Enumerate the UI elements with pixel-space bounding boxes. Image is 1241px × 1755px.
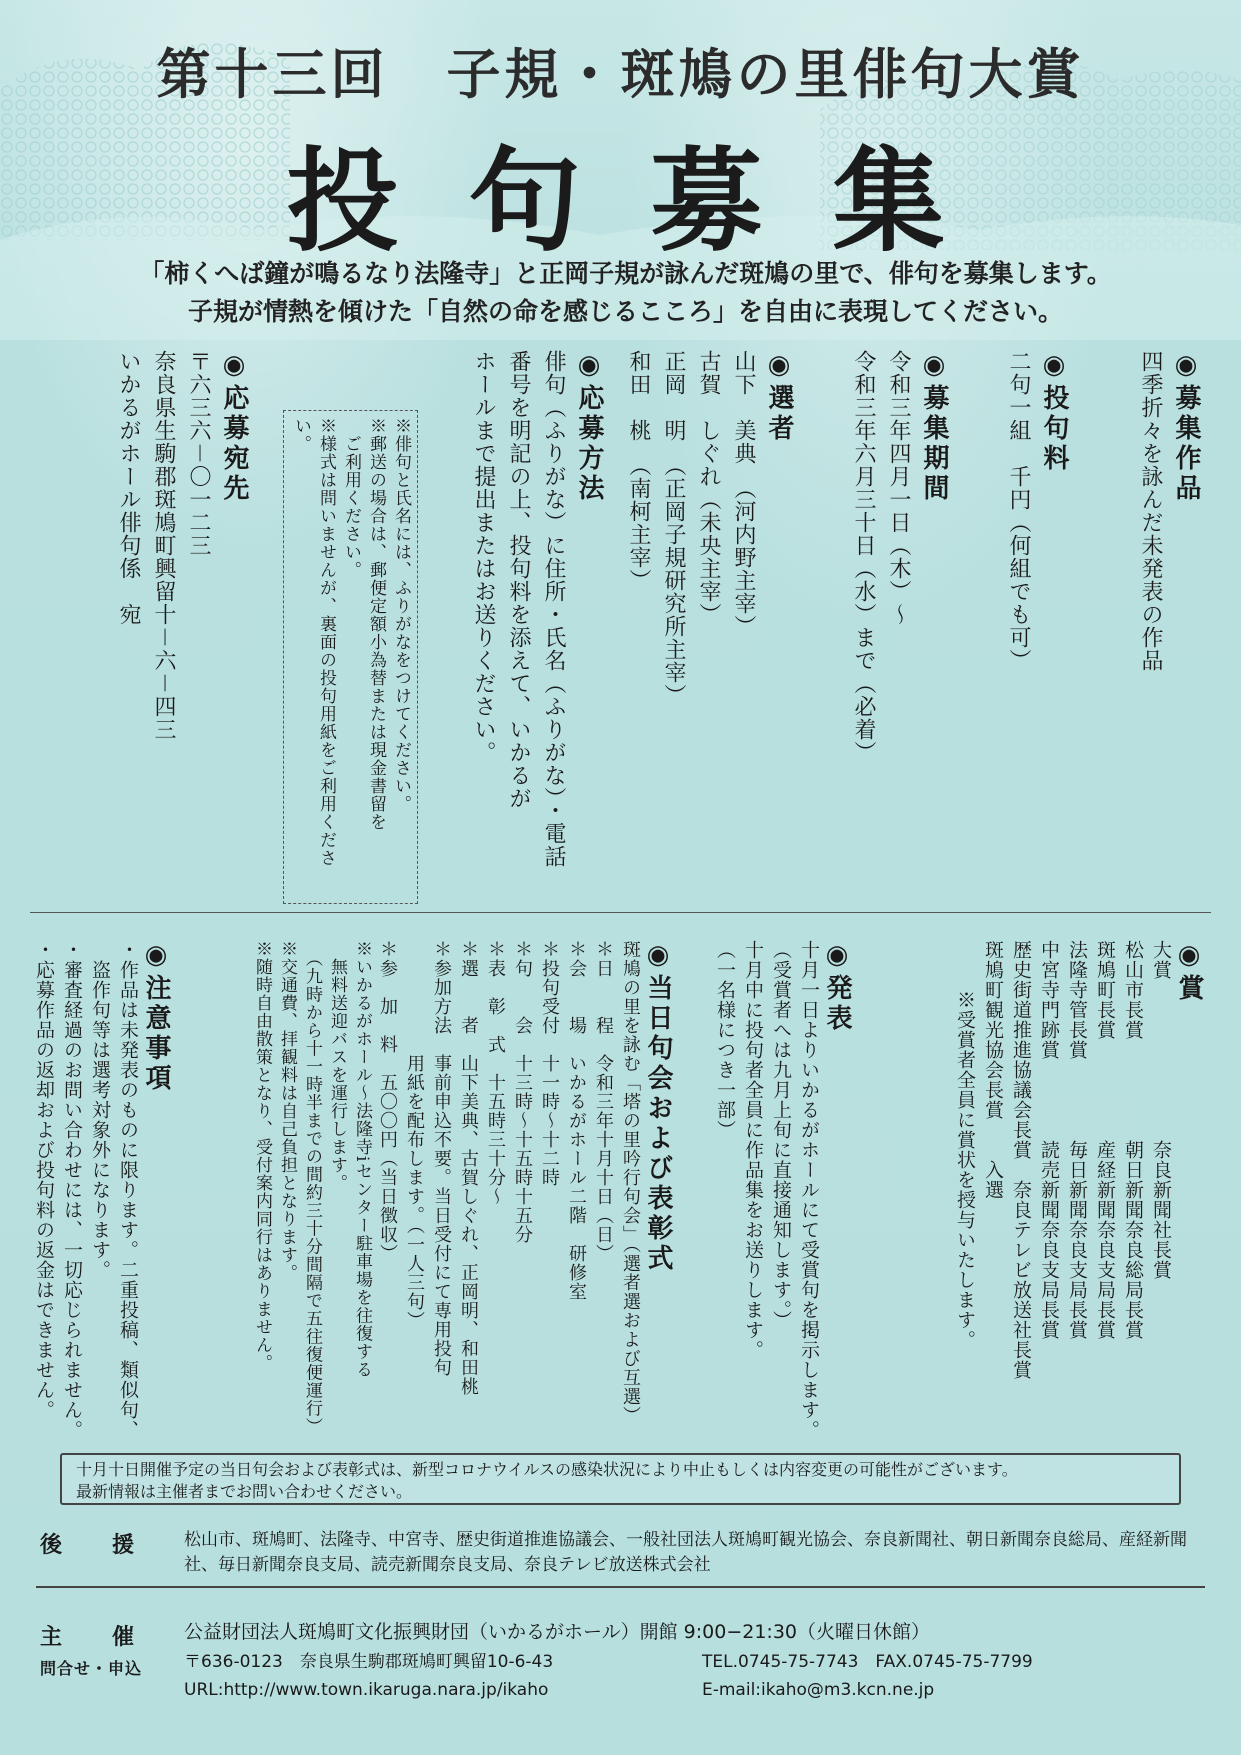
section-heading: ◉注意事項 [141,940,171,1094]
postal-address: 〒636-0123 奈良県生駒郡斑鳩町興留10-6-43 [184,1652,554,1672]
section-text: 正岡 明 （正岡子規研究所主宰） [661,350,686,707]
intro-text [40,255,1211,331]
section-text: 令和三年四月一日（木）〜 [886,350,911,626]
event-text: ＊会 場 いかるがホール二階 研修室 [566,940,587,1301]
method-notes [283,410,418,904]
section-text: 十月一日よりいかるがホールにて受賞句を掲示します。 [798,940,820,1440]
event-text: ＊句 会 十三時〜十五時十五分 [512,940,533,1244]
website-link[interactable]: URL:http://www.town.ikaruga.nara.jp/ikaho [184,1680,549,1700]
section-text: 四季折々を詠んだ未発表の作品 [1138,350,1163,672]
section-text: いかるがホール俳句係 宛 [116,350,141,626]
event-text: ＊表 彰 式 十五時三十分〜 [485,940,506,1206]
prize-text: 大賞 奈良新聞社長賞 [1150,940,1172,1280]
prize-text: 斑鳩町長賞 産経新聞奈良支局長賞 [1094,940,1116,1340]
prize-text: 松山市長賞 朝日新聞奈良総局長賞 [1122,940,1144,1340]
section-heading: ◉応募宛先 [219,350,249,504]
section-heading: ◉募集作品 [1171,350,1201,504]
section-caution [30,940,170,1440]
prize-text: 中宮寺門跡賞 読売新聞奈良支局長賞 [1038,940,1060,1340]
host-text: 公益財団法人斑鳩町文化振興財団（いかるがホール）開館 9:00−21:30（火曜日休館） [184,1621,931,1643]
section-period [846,350,951,890]
page-title: 投句募集 [286,136,1015,267]
event-note: ※いかるがホール〜法隆寺iセンター駐車場を往復する [352,940,372,1379]
phone-fax: TEL.0745-75-7743 FAX.0745-75-7799 [702,1652,1033,1672]
section-works [1133,350,1203,890]
section-heading: ◉賞 [1174,940,1204,1004]
note-text: ※俳句と氏名には、ふりがなをつけてください。 [391,417,411,813]
section-text: 十月中に投句者全員に作品集をお送りします。 [742,940,764,1360]
section-text: （一名様につき一部） [714,940,736,1140]
intro-line: 子規が情熱を傾けた「自然の命を感じるこころ」を自由に表現してください。 [187,297,1063,326]
host-label: 主 催 [40,1625,149,1650]
caution-text: ・応募作品の返却および投句料の返金はできません。 [33,940,55,1420]
footer-rule [36,1586,1205,1588]
section-text: 和田 桃 （南柯主宰） [626,350,651,592]
section-text: （受賞者へは九月上旬に直接通知します。） [770,940,792,1331]
event-text: ＊選 者 山下美典、古賀しぐれ、正岡明、和田桃 [458,940,479,1396]
section-fee [1001,350,1071,890]
covid-notice [60,1453,1181,1505]
event-text: 用紙を配布します。（一人三句） [404,940,425,1330]
event-text: ＊参 加 料 五〇〇円（当日徴収） [377,940,398,1263]
note-text: ※様式は問いませんが、裏面の投句用紙をご利用ください。 [291,417,336,867]
section-heading: ◉投句料 [1039,350,1069,474]
section-text: 二句一組 千円（何組でも可） [1006,350,1031,672]
notice-line: 十月十日開催予定の当日句会および表彰式は、新型コロナウイルスの感染状況により中止もしくは内容変更の可能性がございます。 [76,1460,1018,1479]
section-text: 令和三年六月三十日（水）まで（必着） [851,350,876,764]
event-note: ※随時自由散策となり、受付案内同行はありません。 [252,940,272,1372]
section-address [111,350,251,890]
section-text: 〒六三六－〇一二三 [186,350,211,558]
section-event [249,940,671,1440]
section-text: 奈良県生駒郡斑鳩町興留十－六－四三 [151,350,176,742]
section-text: 番号を明記の上、投句料を添えて、いかるが [506,350,531,810]
support-text: 松山市、斑鳩町、法隆寺、中宮寺、歴史街道推進協議会、一般社団法人斑鳩町観光協会、奈良新聞社、朝日新聞奈良総局、産経新聞社、毎日新聞奈良支局、読売新聞奈良支局、奈良テレビ放送株式会社 [184,1530,1187,1575]
event-note: ※交通費、拝観料は自己負担となります。 [277,940,297,1282]
section-heading: ◉応募方法 [574,350,604,504]
notice-line: 最新情報は主催者までお問い合わせください。 [76,1482,413,1501]
event-note: 無料送迎バスを運行します。 [327,940,347,1192]
section-announce [711,940,851,1440]
section-heading: ◉選者 [764,350,794,444]
section-judges [621,350,796,890]
section-heading: ◉募集期間 [919,350,949,504]
note-text: ご利用ください。 [341,417,361,579]
contact-label: 問合せ・申込 [40,1659,143,1678]
caution-text: ・審査経過のお問い合わせには、一切応じられません。 [61,940,83,1440]
section-divider [30,912,1211,913]
email-link[interactable]: E-mail:ikaho@m3.kcn.ne.jp [702,1680,935,1700]
caution-text: 盗作句等は選考対象外になります。 [89,940,111,1280]
prize-text: 法隆寺管長賞 毎日新聞奈良支局長賞 [1066,940,1088,1340]
prize-text: 斑鳩町観光協会長賞 入選 [982,940,1004,1200]
event-text: 斑鳩の里を詠む「塔の里吟行句会」（選者選および互選） [620,940,641,1425]
section-prizes [951,940,1203,1440]
section-method [466,350,606,890]
section-heading: ◉発表 [822,940,852,1034]
section-text: 山下 美典 （河内野主宰） [731,350,756,638]
event-note: （九時から十一時半までの間約三十分間隔で五往復便運行） [302,940,322,1436]
section-text: 俳句（ふりがな）に住所・氏名（ふりがな）・電話 [541,350,566,868]
section-heading: ◉当日句会および表彰式 [643,940,673,1274]
support-label: 後 援 [40,1533,149,1558]
event-text: ＊参加方法 事前申込不要。当日受付にて専用投句 [431,940,452,1377]
footer [22,1520,1219,1755]
event-title: 第十三回 子規・斑鳩の里俳句大賞 [156,42,1085,106]
intro-line: 「柿くへば鐘が鳴るなり法隆寺」と正岡子規が詠んだ斑鳩の里で、俳句を募集します。 [139,259,1112,288]
section-text: 古賀 しぐれ（未央主宰） [696,350,721,626]
event-text: ＊投句受付 十一時〜十二時 [539,940,560,1187]
section-text: ホールまで提出またはお送りください。 [471,350,496,764]
caution-text: ・作品は未発表のものに限ります。二重投稿、類似句、 [117,940,139,1440]
prize-note: ※受賞者全員に賞状を授与いたします。 [954,990,976,1350]
prize-text: 歴史街道推進協議会長賞 奈良テレビ放送社長賞 [1010,940,1032,1380]
note-text: ※郵送の場合は、郵便定額小為替または現金書留を [366,417,386,831]
event-text: ＊日 程 令和三年十月十日（日） [593,940,614,1263]
